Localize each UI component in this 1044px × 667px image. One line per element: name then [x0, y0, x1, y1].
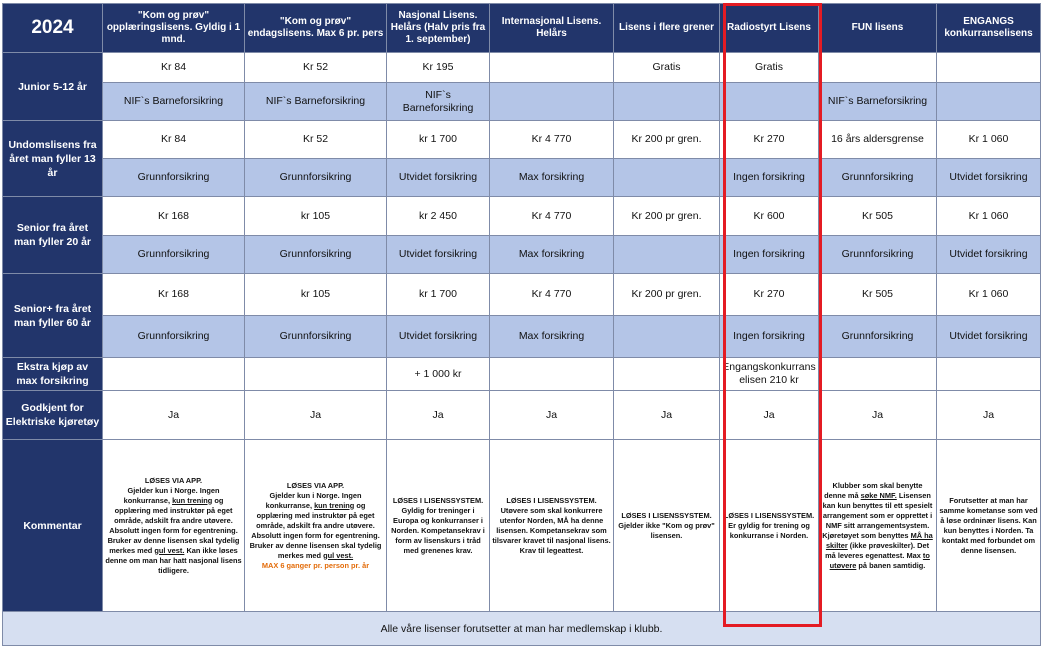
- col-header: FUN lisens: [819, 4, 937, 53]
- table-cell: Kr 52: [245, 121, 387, 159]
- comment-text: [247, 491, 384, 561]
- table-cell: Grunnforsikring: [245, 316, 387, 358]
- comment-part: Gjelder kun i Norge. Ingen konkurranse,: [123, 485, 220, 505]
- comment-emphasis: kun trening: [172, 495, 213, 505]
- table-cell: Kr 195: [387, 53, 490, 83]
- table-cell: Kr 52: [245, 53, 387, 83]
- comment-part: Gjelder kun i Norge. Ingen konkurranse,: [265, 490, 362, 510]
- table-cell: + 1 000 kr: [387, 358, 490, 391]
- table-cell: [614, 159, 720, 197]
- table-cell: Kr 1 060: [937, 121, 1041, 159]
- comment-cell: [245, 440, 387, 612]
- row-label-senior: Senior fra året man fyller 20 år: [3, 197, 103, 274]
- table-cell: NIF`s Barneforsikring: [819, 83, 937, 121]
- table-cell: Ja: [490, 391, 614, 440]
- table-cell: [490, 53, 614, 83]
- table-cell: Ja: [819, 391, 937, 440]
- table-cell: [245, 358, 387, 391]
- table-cell: Grunnforsikring: [819, 236, 937, 274]
- comment-part: (ikke prøveskilter). Det må leveres egenattest. Max: [825, 540, 930, 560]
- comment-part: Lisensen kan kun benyttes til ett spesielt arrangement som er opprettet i NMF sitt arrangementsystem. Kjøretøyet som benyttes: [822, 490, 933, 540]
- col-header-radiostyrt: Radiostyrt Lisens: [720, 4, 819, 53]
- table-cell: Gratis: [614, 53, 720, 83]
- table-row: [3, 316, 1041, 358]
- table-cell: kr 105: [245, 197, 387, 236]
- comment-part: og opplæring med instruktør på eget område, adskilt fra andre utøvere. Absolutt ingen form for egentrening. Bruker av denne lisensen skal tydelig merkes med: [249, 500, 382, 560]
- row-label-comment: Kommentar: [3, 440, 103, 612]
- table-cell: [614, 236, 720, 274]
- table-cell: Grunnforsikring: [819, 159, 937, 197]
- table-cell: Grunnforsikring: [245, 236, 387, 274]
- comment-cell: LØSES I LISENSSYSTEM. Gyldig for treninger i Europa og konkurranser i Norden. Kompetansekrav i form av lisenskurs i tråd med grenenes krav.: [387, 440, 490, 612]
- table-cell: [720, 83, 819, 121]
- table-cell: Ingen forsikring: [720, 236, 819, 274]
- table-cell: Max forsikring: [490, 159, 614, 197]
- col-header: Nasjonal Lisens. Helårs (Halv pris fra 1. september): [387, 4, 490, 53]
- table-cell: 16 års aldersgrense: [819, 121, 937, 159]
- table-cell: Gratis: [720, 53, 819, 83]
- table-cell: Kr 84: [103, 121, 245, 159]
- table-cell: Kr 4 770: [490, 274, 614, 316]
- comment-emphasis: MÅ ha skilter: [825, 530, 933, 550]
- table-cell: Utvidet forsikring: [937, 316, 1041, 358]
- table-cell: Grunnforsikring: [245, 159, 387, 197]
- footer-row: [3, 612, 1041, 646]
- table-cell: Kr 505: [819, 197, 937, 236]
- table-cell: Kr 505: [819, 274, 937, 316]
- table-cell: Utvidet forsikring: [387, 236, 490, 274]
- col-header: "Kom og prøv" opplæringslisens. Gyldig i 1 mnd.: [103, 4, 245, 53]
- comment-part: Kan ikke løses denne om man har hatt nasjonal lisens tidligere.: [105, 545, 242, 575]
- comment-cell: [103, 440, 245, 612]
- table-cell: Utvidet forsikring: [387, 316, 490, 358]
- table-cell: Kr 270: [720, 274, 819, 316]
- table-cell: kr 2 450: [387, 197, 490, 236]
- col-header: Lisens i flere grener: [614, 4, 720, 53]
- col-header: Internasjonal Lisens. Helårs: [490, 4, 614, 53]
- year-heading: 2024: [3, 4, 103, 53]
- table-cell: Kr 600: [720, 197, 819, 236]
- comment-emphasis: søke NMF.: [860, 490, 897, 500]
- comment-text: [821, 481, 934, 571]
- table-cell: [937, 358, 1041, 391]
- comment-cell: Forutsetter at man har samme kometanse som ved å løse ordninær lisens. Kan kun benyttes i Norden. Ta kontakt med forbundet om denne lisensen.: [937, 440, 1041, 612]
- comment-part: på banen samtidig.: [858, 560, 926, 570]
- table-cell: [103, 358, 245, 391]
- table-cell: Kr 270: [720, 121, 819, 159]
- table-cell: [819, 53, 937, 83]
- comment-emphasis: kun trening: [314, 500, 355, 510]
- comment-warning: MAX 6 ganger pr. person pr. år: [261, 560, 370, 570]
- row-label-senior-plus: Senior+ fra året man fyller 60 år: [3, 274, 103, 358]
- table-cell: Kr 1 060: [937, 197, 1041, 236]
- comment-emphasis: gul vest.: [154, 545, 185, 555]
- table-row: [3, 83, 1041, 121]
- table-row: [3, 391, 1041, 440]
- table-cell: Ingen forsikring: [720, 159, 819, 197]
- comment-text: [105, 486, 242, 576]
- table-cell: kr 105: [245, 274, 387, 316]
- table-cell: Grunnforsikring: [103, 236, 245, 274]
- table-row: [3, 53, 1041, 83]
- table-cell: Engangskonkurranselisen 210 kr: [720, 358, 819, 391]
- row-label-junior: Junior 5-12 år: [3, 53, 103, 121]
- table-cell: NIF`s Barneforsikring: [387, 83, 490, 121]
- table-cell: [614, 316, 720, 358]
- table-cell: Utvidet forsikring: [937, 236, 1041, 274]
- table-cell: [490, 358, 614, 391]
- license-table-container: [2, 3, 1042, 665]
- table-cell: Ja: [245, 391, 387, 440]
- table-cell: Kr 84: [103, 53, 245, 83]
- license-table: [2, 3, 1041, 646]
- table-cell: Ja: [937, 391, 1041, 440]
- comment-cell: LØSES I LISENSSYSTEM. Er gyldig for trening og konkurranse i Norden.: [720, 440, 819, 612]
- table-cell: Kr 200 pr gren.: [614, 197, 720, 236]
- table-cell: [490, 83, 614, 121]
- table-cell: NIF`s Barneforsikring: [245, 83, 387, 121]
- row-label-electric: Godkjent for Elektriske kjøretøy: [3, 391, 103, 440]
- table-row: [3, 236, 1041, 274]
- comment-part: Klubber som skal benytte denne må: [824, 480, 923, 500]
- footer-note: Alle våre lisenser forutsetter at man har medlemskap i klubb.: [3, 612, 1041, 646]
- table-cell: NIF`s Barneforsikring: [103, 83, 245, 121]
- row-label-ungdom: Undomslisens fra året man fyller 13 år: [3, 121, 103, 197]
- table-cell: [614, 358, 720, 391]
- comment-text: LØSES VIA APP.: [144, 475, 203, 485]
- comment-cell: LØSES I LISENSSYSTEM. Gjelder ikke "Kom og prøv" lisensen.: [614, 440, 720, 612]
- table-cell: Grunnforsikring: [819, 316, 937, 358]
- table-cell: Kr 4 770: [490, 121, 614, 159]
- table-cell: Ja: [387, 391, 490, 440]
- table-cell: Kr 200 pr gren.: [614, 274, 720, 316]
- table-cell: Ja: [720, 391, 819, 440]
- table-cell: Grunnforsikring: [103, 316, 245, 358]
- comment-emphasis: to utøvere: [829, 550, 930, 570]
- comment-cell: [819, 440, 937, 612]
- table-row: [3, 358, 1041, 391]
- table-cell: kr 1 700: [387, 274, 490, 316]
- table-cell: Kr 1 060: [937, 274, 1041, 316]
- table-cell: [937, 83, 1041, 121]
- comment-emphasis: gul vest.: [323, 550, 354, 560]
- table-row: [3, 121, 1041, 159]
- table-row: [3, 197, 1041, 236]
- header-row: [3, 4, 1041, 53]
- table-cell: Ingen forsikring: [720, 316, 819, 358]
- table-cell: Ja: [103, 391, 245, 440]
- comment-text: LØSES VIA APP.: [286, 480, 345, 490]
- table-cell: Max forsikring: [490, 236, 614, 274]
- table-cell: Utvidet forsikring: [937, 159, 1041, 197]
- table-cell: Kr 168: [103, 197, 245, 236]
- table-cell: Utvidet forsikring: [387, 159, 490, 197]
- table-cell: Kr 4 770: [490, 197, 614, 236]
- table-cell: [614, 83, 720, 121]
- table-cell: [937, 53, 1041, 83]
- table-cell: Kr 200 pr gren.: [614, 121, 720, 159]
- row-label-extra: Ekstra kjøp av max forsikring: [3, 358, 103, 391]
- table-cell: Max forsikring: [490, 316, 614, 358]
- table-row: [3, 274, 1041, 316]
- table-cell: Ja: [614, 391, 720, 440]
- col-header: ENGANGS konkurranselisens: [937, 4, 1041, 53]
- comment-cell: LØSES I LISENSSYSTEM. Utøvere som skal konkurrere utenfor Norden, MÅ ha denne lisensen. Kompetansekrav som tilsvarer kravet til nasjonal lisens. Krav til legeattest.: [490, 440, 614, 612]
- table-cell: Grunnforsikring: [103, 159, 245, 197]
- comment-row: [3, 440, 1041, 612]
- table-row: [3, 159, 1041, 197]
- comment-part: og opplæring med instruktør på eget område, adskilt fra andre utøvere. Absolutt ingen form for egentrening. Bruker av denne lisensen skal tydelig merkes med: [107, 495, 240, 555]
- table-cell: [819, 358, 937, 391]
- col-header: "Kom og prøv" endagslisens. Max 6 pr. pers: [245, 4, 387, 53]
- table-cell: kr 1 700: [387, 121, 490, 159]
- table-cell: Kr 168: [103, 274, 245, 316]
